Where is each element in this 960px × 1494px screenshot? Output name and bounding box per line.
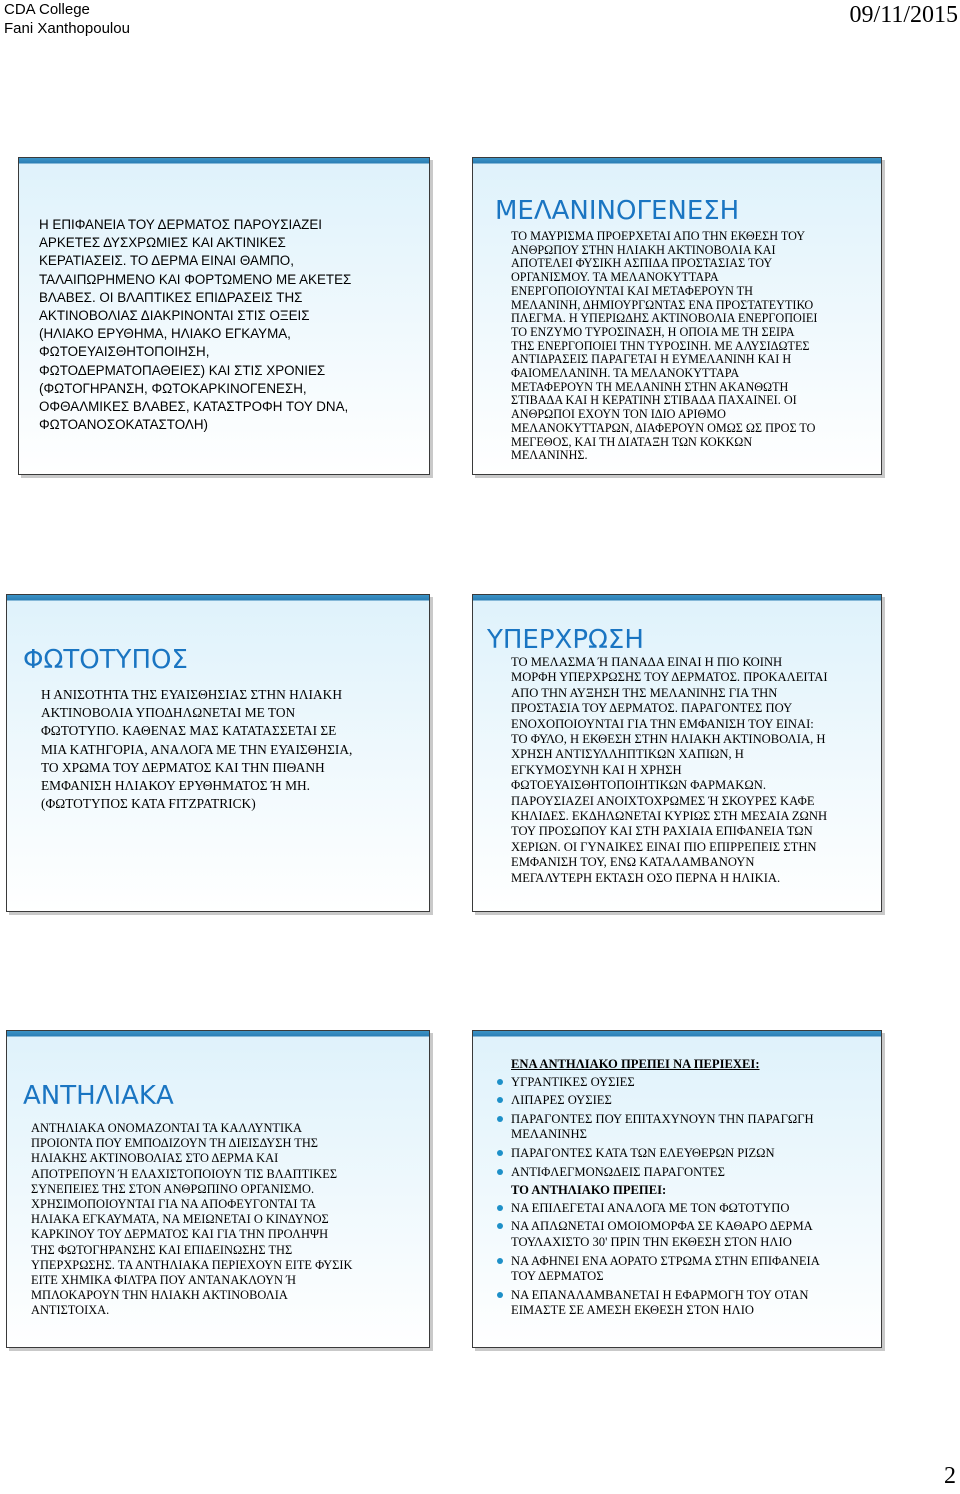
bullet-icon xyxy=(497,1150,503,1156)
list-item xyxy=(497,1219,879,1250)
bullet-icon xyxy=(497,1116,503,1122)
list-item-text: ΠΑΡΑΓΟΝΤΕΣ ΠΟΥ ΕΠΙΤΑΧΥΝΟΥΝ ΤΗΝ ΠΑΡΑΓΩΓΗ ΜΕΛΑΝΙΝΗΣ xyxy=(511,1111,814,1142)
slide-4-title: ΥΠΕΡΧΡΩΣΗ xyxy=(487,625,644,655)
slide-thumbnail-5 xyxy=(6,1030,430,1348)
bullet-icon xyxy=(497,1097,503,1103)
slide-thumbnail-2 xyxy=(472,157,882,475)
slide-6-heading-requirements: ΤΟ ΑΝΤΗΛΙΑΚΟ ΠΡΕΠΕΙ: xyxy=(511,1183,667,1198)
slide-5-body-text: ΑΝΤΗΛΙΑΚΑ ΟΝΟΜΑΖΟΝΤΑΙ ΤΑ ΚΑΛΛΥΝΤΙΚΑ ΠΡΟΙΟΝΤΑ ΠΟΥ ΕΜΠΟΔΙΖΟΥΝ ΤΗ ΔΙΕΙΣΔΥΣΗ ΤΗΣ ΗΛΙΑΚΗΣ ΑΚΤΙΝΟΒΟΛΙΑΣ ΣΤΟ ΔΕΡΜΑ ΚΑΙ ΑΠΟΤΡΕΠΟΥΝ Ή ΕΛΑΧΙΣΤΟΠΟΙΟΥΝ ΤΙΣ ΒΛΑΠΤΙΚΕΣ ΣΥΝΕΠΕΙΕΣ ΤΗΣ ΣΤΟΝ ΑΝΘΡΩΠΙΝΟ ΟΡΓΑΝΙΣΜΟ. ΧΡΗΣΙΜΟΠΟΙΟΥΝΤΑΙ ΓΙΑ ΝΑ ΑΠΟΦΕΥΓΟΝΤΑΙ ΤΑ ΗΛΙΑΚΑ ΕΓΚΑΥΜΑΤΑ, ΝΑ ΜΕΙΩΝΕΤΑΙ Ο ΚΙΝΔΥΝΟΣ ΚΑΡΚΙΝΟΥ ΤΟΥ ΔΕΡΜΑΤΟΣ ΚΑΙ ΓΙΑ ΤΗΝ ΠΡΟΛΗΨΗ ΤΗΣ ΦΩΤΟΓΗΡΑΝΣΗΣ ΚΑΙ ΕΠΙΔΕΙΝΩΣΗΣ ΤΗΣ ΥΠΕΡΧΡΩΣΗΣ. ΤΑ ΑΝΤΗΛΙΑΚΑ ΠΕΡΙΕΧΟΥΝ ΕΙΤΕ ΦΥΣΙΚ ΕΙΤΕ ΧΗΜΙΚΑ ΦΙΛΤΡΑ ΠΟΥ ΑΝΤΑΝΑΚΛΟΥΝ Ή ΜΠΛΟΚΑΡΟΥΝ ΤΗΝ ΗΛΙΑΚΗ ΑΚΤΙΝΟΒΟΛΙΑ ΑΝΤΙΣΤΟΙΧΑ. xyxy=(31,1121,353,1318)
header-date: 09/11/2015 xyxy=(849,2,958,28)
slide-3-body-text: Η ΑΝΙΣΟΤΗΤΑ ΤΗΣ ΕΥΑΙΣΘΗΣΙΑΣ ΣΤΗΝ ΗΛΙΑΚΗ ΑΚΤΙΝΟΒΟΛΙΑ ΥΠΟΔΗΛΩΝΕΤΑΙ ΜΕ ΤΟΝ ΦΩΤΟΤΥΠΟ. ΚΑΘΕΝΑΣ ΜΑΣ ΚΑΤΑΤΑΣΣΕΤΑΙ ΣΕ ΜΙΑ ΚΑΤΗΓΟΡΙΑ, ΑΝΑΛΟΓΑ ΜΕ ΤΗΝ ΕΥΑΙΣΘΗΣΙΑ, ΤΟ ΧΡΩΜΑ ΤΟΥ ΔΕΡΜΑΤΟΣ ΚΑΙ ΤΗΝ ΠΙΘΑΝΗ ΕΜΦΑΝΙΣΗ ΗΛΙΑΚΟΥ ΕΡΥΘΗΜΑΤΟΣ Ή ΜΗ. (ΦΩΤΟΤΥΠΟΣ ΚΑΤΑ FITZPATRICK) xyxy=(41,687,353,812)
bullet-icon xyxy=(497,1169,503,1175)
bullet-icon xyxy=(497,1292,503,1298)
slide-4-body-text: ΤΟ ΜΕΛΑΣΜΑ Ή ΠΑΝΑΔΑ ΕΙΝΑΙ Η ΠΙΟ ΚΟΙΝΗ ΜΟΡΦΗ ΥΠΕΡΧΡΩΣΗΣ ΤΟΥ ΔΕΡΜΑΤΟΣ. ΠΡΟΚΑΛΕΙΤΑΙ ΑΠΟ ΤΗΝ ΑΥΞΗΣΗ ΤΗΣ ΜΕΛΑΝΙΝΗΣ ΓΙΑ ΤΗΝ ΠΡΟΣΤΑΣΙΑ ΤΟΥ ΔΕΡΜΑΤΟΣ. ΠΑΡΑΓΟΝΤΕΣ ΠΟΥ ΕΝΟΧΟΠΟΙΟΥΝΤΑΙ ΓΙΑ ΤΗΝ ΕΜΦΑΝΙΣΗ ΤΟΥ ΕΙΝΑΙ: ΤΟ ΦΥΛΟ, Η ΕΚΘΕΣΗ ΣΤΗΝ ΗΛΙΑΚΗ ΑΚΤΙΝΟΒΟΛΙΑ, Η ΧΡΗΣΗ ΑΝΤΙΣΥΛΛΗΠΤΙΚΩΝ ΧΑΠΙΩΝ, Η ΕΓΚΥΜΟΣΥΝΗ ΚΑΙ Η ΧΡΗΣΗ ΦΩΤΟΕΥΑΙΣΘΗΤΟΠΟΙΗΤΙΚΩΝ ΦΑΡΜΑΚΩΝ. ΠΑΡΟΥΣΙΑΖΕΙ ΑΝΟΙΧΤΟΧΡΩΜΕΣ Ή ΣΚΟΥΡΕΣ ΚΑΦΕ ΚΗΛΙΔΕΣ. ΕΚΔΗΛΩΝΕΤΑΙ ΚΥΡΙΩΣ ΣΤΗ ΜΕΣΑΙΑ ΖΩΝΗ ΤΟΥ ΠΡΟΣΩΠΟΥ ΚΑΙ ΣΤΗ ΡΑΧΙΑΙΑ ΕΠΙΦΑΝΕΙΑ ΤΩΝ ΧΕΡΙΩΝ. ΟΙ ΓΥΝΑΙΚΕΣ ΕΙΝΑΙ ΠΙΟ ΕΠΙΡΡΕΠΕΙΣ ΣΤΗΝ ΕΜΦΑΝΙΣΗ ΤΟΥ, ΕΝΩ ΚΑΤΑΛΑΜΒΑΝΟΥΝ ΜΕΓΑΛΥΤΕΡΗ ΕΚΤΑΣΗ ΟΣΟ ΠΕΡΝΑ Η ΗΛΙΚΙΑ. xyxy=(511,655,828,885)
header-author: Fani Xanthopoulou xyxy=(4,20,130,37)
slide-3-title: ΦΩΤΟΤΥΠΟΣ xyxy=(23,645,188,675)
slide-1-body-text: Η ΕΠΙΦΑΝΕΙΑ ΤΟΥ ΔΕΡΜΑΤΟΣ ΠΑΡΟΥΣΙΑΖΕΙ ΑΡΚΕΤΕΣ ΔΥΣΧΡΩΜΙΕΣ ΚΑΙ ΑΚΤΙΝΙΚΕΣ ΚΕΡΑΤΙΑΣΕΙΣ. ΤΟ ΔΕΡΜΑ ΕΙΝΑΙ ΘΑΜΠΟ, ΤΑΛΑΙΠΩΡΗΜΕΝΟ ΚΑΙ ΦΟΡΤΩΜΕΝΟ ΜΕ ΑΚΕΤΕΣ ΒΛΑΒΕΣ. ΟΙ ΒΛΑΠΤΙΚΕΣ ΕΠΙΔΡΑΣΕΙΣ ΤΗΣ ΑΚΤΙΝΟΒΟΛΙΑΣ ΔΙΑΚΡΙΝΟΝΤΑΙ ΣΤΙΣ ΟΞΕΙΣ (ΗΛΙΑΚΟ ΕΡΥΘΗΜΑ, ΗΛΙΑΚΟ ΕΓΚΑΥΜΑ, ΦΩΤΟΕΥΑΙΣΘΗΤΟΠΟΙΗΣΗ, ΦΩΤΟΔΕΡΜΑΤΟΠΑΘΕΙΕΣ) ΚΑΙ ΣΤΙΣ ΧΡΟΝΙΕΣ (ΦΩΤΟΓΗΡΑΝΣΗ, ΦΩΤΟΚΑΡΚΙΝΟΓΕΝΕΣΗ, ΟΦΘΑΛΜΙΚΕΣ ΒΛΑΒΕΣ, ΚΑΤΑΣΤΡΟΦΗ ΤΟΥ DNA, ΦΩΤΟΑΝΟΣΟΚΑΤΑΣΤΟΛΗ) xyxy=(39,217,352,433)
list-item-text: ΛΙΠΑΡΕΣ ΟΥΣΙΕΣ xyxy=(511,1093,612,1108)
list-item xyxy=(497,1288,879,1319)
slide-2-body-text: ΤΟ ΜΑΥΡΙΣΜΑ ΠΡΟΕΡΧΕΤΑΙ ΑΠΟ ΤΗΝ ΕΚΘΕΣΗ ΤΟΥ ΑΝΘΡΩΠΟΥ ΣΤΗΝ ΗΛΙΑΚΗ ΑΚΤΙΝΟΒΟΛΙΑ ΚΑΙ ΑΠΟΤΕΛΕΙ ΦΥΣΙΚΗ ΑΣΠΙΔΑ ΠΡΟΣΤΑΣΙΑΣ ΤΟΥ ΟΡΓΑΝΙΣΜΟΥ. ΤΑ ΜΕΛΑΝΟΚΥΤΤΑΡΑ ΕΝΕΡΓΟΠΟΙΟΥΝΤΑΙ ΚΑΙ ΜΕΤΑΦΕΡΟΥΝ ΤΗ ΜΕΛΑΝΙΝΗ, ΔΗΜΙΟΥΡΓΩΝΤΑΣ ΕΝΑ ΠΡΟΣΤΑΤΕΥΤΙΚΟ ΠΛΕΓΜΑ. Η ΥΠΕΡΙΩΔΗΣ ΑΚΤΙΝΟΒΟΛΙΑ ΕΝΕΡΓΟΠΟΙΕΙ ΤΟ ΕΝΖΥΜΟ ΤΥΡΟΣΙΝΑΣΗ, Η ΟΠΟΙΑ ΜΕ ΤΗ ΣΕΙΡΑ ΤΗΣ ΕΝΕΡΓΟΠΟΙΕΙ ΤΗΝ ΤΥΡΟΣΙΝΗ. ΜΕ ΑΛΥΣΙΔΩΤΕΣ ΑΝΤΙΔΡΑΣΕΙΣ ΠΑΡΑΓΕΤΑΙ Η ΕΥΜΕΛΑΝΙΝΗ ΚΑΙ Η ΦΑΙΟΜΕΛΑΝΙΝΗ. ΤΑ ΜΕΛΑΝΟΚΥΤΤΑΡΑ ΜΕΤΑΦΕΡΟΥΝ ΤΗ ΜΕΛΑΝΙΝΗ ΣΤΗΝ ΑΚΑΝΘΩΤΗ ΣΤΙΒΑΔΑ ΚΑΙ Η ΚΕΡΑΤΙΝΗ ΣΤΙΒΑΔΑ ΠΑΧΑΙΝΕΙ. ΟΙ ΑΝΘΡΩΠΟΙ ΕΧΟΥΝ ΤΟΝ ΙΔΙΟ ΑΡΙΘΜΟ ΜΕΛΑΝΟΚΥΤΤΑΡΩΝ, ΔΙΑΦΕΡΟΥΝ ΟΜΩΣ ΩΣ ΠΡΟΣ ΤΟ ΜΕΓΕΘΟΣ, ΚΑΙ ΤΗ ΔΙΑΤΑΞΗ ΤΩΝ ΚΟΚΚΩΝ ΜΕΛΑΝΙΝΗΣ. xyxy=(511,229,818,463)
list-item xyxy=(497,1093,879,1109)
list-item xyxy=(497,1201,879,1217)
bullet-icon xyxy=(497,1258,503,1264)
list-item xyxy=(497,1075,879,1091)
bullet-icon xyxy=(497,1079,503,1085)
list-item-text: ΝΑ ΕΠΙΛΕΓΕΤΑΙ ΑΝΑΛΟΓΑ ΜΕ ΤΟΝ ΦΩΤΟΤΥΠΟ xyxy=(511,1200,790,1215)
list-item-text: ΝΑ ΕΠΑΝΑΛΑΜΒΑΝΕΤΑΙ Η ΕΦΑΡΜΟΓΗ ΤΟΥ ΟΤΑΝ ΕΙΜΑΣΤΕ ΣΕ ΑΜΕΣΗ ΕΚΘΕΣΗ ΣΤΟΝ ΗΛΙΟ xyxy=(511,1287,809,1318)
list-item xyxy=(497,1165,879,1181)
list-item-text: ΑΝΤΙΦΛΕΓΜΟΝΩΔΕΙΣ ΠΑΡΑΓΟΝΤΕΣ xyxy=(511,1164,725,1179)
list-item-text: ΝΑ ΑΦΗΝΕΙ ΕΝΑ ΑΟΡΑΤΟ ΣΤΡΩΜΑ ΣΤΗΝ ΕΠΙΦΑΝΕΙΑ ΤΟΥ ΔΕΡΜΑΤΟΣ xyxy=(511,1253,820,1284)
page-number: 2 xyxy=(944,1463,956,1489)
list-item xyxy=(497,1254,879,1285)
bullet-icon xyxy=(497,1223,503,1229)
slide-thumbnail-4 xyxy=(472,594,882,912)
list-item xyxy=(497,1112,879,1143)
slide-6-heading-contents: ΕΝΑ ΑΝΤΗΛΙΑΚΟ ΠΡΕΠΕΙ ΝΑ ΠΕΡΙΕΧΕΙ: xyxy=(511,1057,760,1071)
slide-thumbnail-1 xyxy=(18,157,430,475)
list-item-text: ΝΑ ΑΠΛΩΝΕΤΑΙ ΟΜΟΙΟΜΟΡΦΑ ΣΕ ΚΑΘΑΡΟ ΔΕΡΜΑ ΤΟΥΛΑΧΙΣΤΟ 30' ΠΡΙΝ ΤΗΝ ΕΚΘΕΣΗ ΣΤΟΝ ΗΛΙΟ xyxy=(511,1219,813,1249)
header-left xyxy=(4,0,130,38)
slide-thumbnail-6 xyxy=(472,1030,882,1348)
slide-5-title: ΑΝΤΗΛΙΑΚΑ xyxy=(23,1081,174,1111)
slide-6-list xyxy=(497,1057,879,1322)
bullet-icon xyxy=(497,1205,503,1211)
slide-thumbnail-3 xyxy=(6,594,430,912)
list-item-text: ΥΓΡΑΝΤΙΚΕΣ ΟΥΣΙΕΣ xyxy=(511,1074,635,1089)
header-org: CDA College xyxy=(4,1,90,18)
list-item xyxy=(497,1146,879,1162)
slide-2-title: ΜΕΛΑΝΙΝΟΓΕΝΕΣΗ xyxy=(495,196,740,226)
list-item-text: ΠΑΡΑΓΟΝΤΕΣ ΚΑΤΑ ΤΩΝ ΕΛΕΥΘΕΡΩΝ ΡΙΖΩΝ xyxy=(511,1145,775,1160)
